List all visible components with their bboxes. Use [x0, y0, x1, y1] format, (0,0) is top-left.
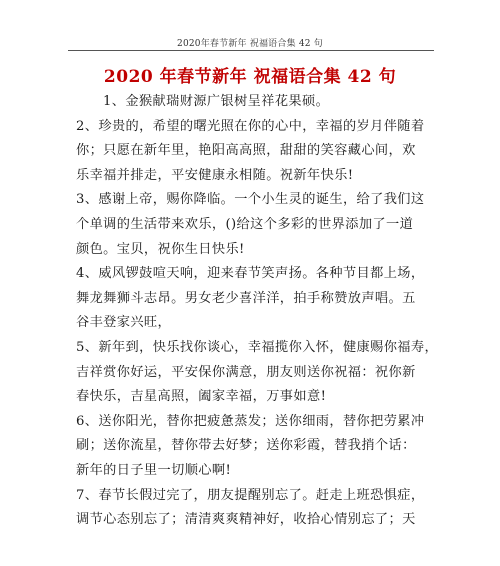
paragraph-line: 4、威风锣鼓喧天响，迎来春节笑声扬。各种节目都上场，: [76, 266, 425, 282]
paragraph-line: 春快乐，吉星高照，阖家幸福，万事如意!: [76, 389, 327, 405]
paragraph-line: 刷；送你流星，替你带去好梦；送你彩霞，替我捎个话：: [76, 438, 416, 454]
paragraph-line: 7、春节长假过完了，朋友提醒别忘了。赶走上班恐惧症，: [76, 487, 425, 503]
paragraph-line: 5、新年到，快乐找你谈心，幸福揽你入怀，健康赐你福寿，: [76, 339, 439, 355]
paragraph-line: 调节心态别忘了；清清爽爽精神好，收拾心情别忘了；天: [76, 512, 416, 528]
paragraph-line: 谷丰登家兴旺，: [76, 315, 172, 331]
paragraph-line: 3、感谢上帝，赐你降临。一个小生灵的诞生，给了我们这: [76, 192, 425, 208]
paragraph-line: 乐幸福并排走，平安健康永相随。祝新年快乐!: [76, 167, 354, 183]
paragraph-line: 新年的日子里一切顺心啊!: [76, 462, 232, 478]
page-header: 2020年春节新年 祝福语合集 42 句: [177, 39, 323, 49]
paragraph-line: 吉祥赏你好运，平安保你满意，朋友则送你祝福：祝你新: [76, 364, 416, 380]
paragraph-line: 舞龙舞狮斗志昂。男女老少喜洋洋，拍手称赞放声唱。五: [76, 290, 416, 306]
paragraph-line: 个单调的生活带来欢乐，()给这个多彩的世界添加了一道: [76, 216, 414, 232]
document-body: [76, 90, 439, 533]
paragraph-line: 6、送你阳光，替你把疲惫蒸发；送你细雨，替你把劳累冲: [76, 413, 425, 429]
header-divider: [68, 50, 434, 51]
paragraph-line: 你；只愿在新年里，艳阳高高照，甜甜的笑容藏心间，欢: [76, 143, 416, 159]
paragraph-line: 1、金猴献瑞财源广银树呈祥花果硕。: [103, 94, 330, 109]
paragraph-line: 2、珍贵的，希望的曙光照在你的心中，幸福的岁月伴随着: [76, 118, 425, 134]
paragraph-line: 颜色。宝贝，祝你生日快乐!: [76, 241, 245, 257]
document-title: 2020 年春节新年 祝福语合集 42 句: [103, 67, 397, 87]
